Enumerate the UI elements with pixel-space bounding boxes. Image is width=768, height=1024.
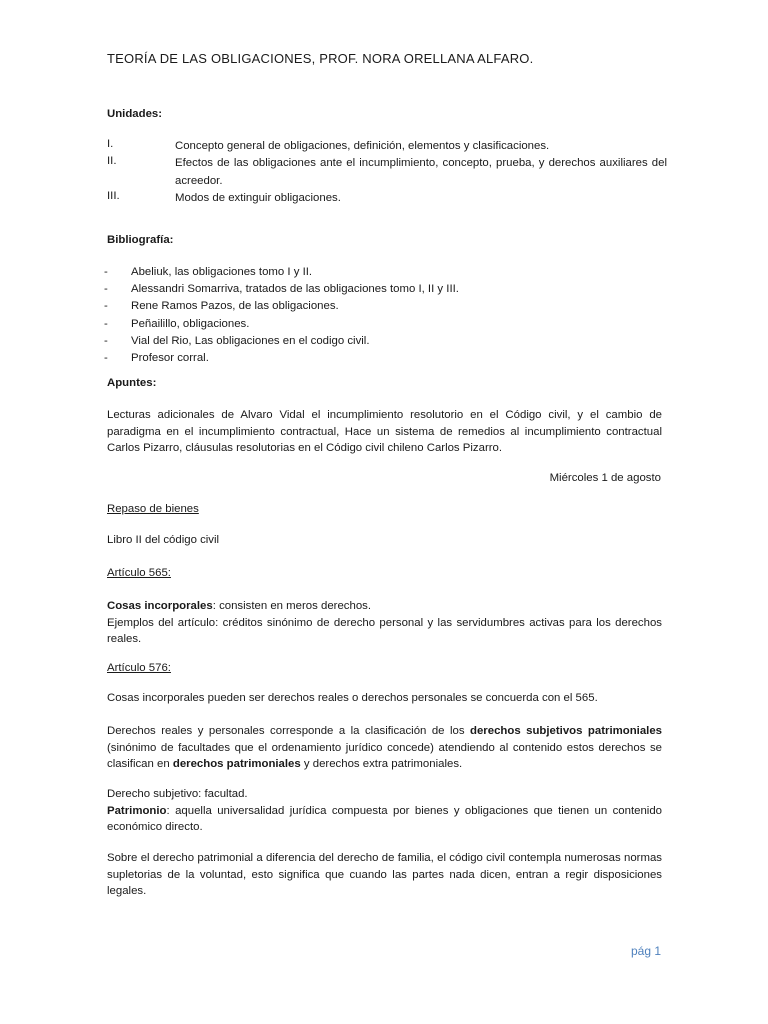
list-item [104,316,664,333]
unidad-number: III. [107,190,120,202]
bullet-dash: - [104,283,108,296]
term-cosas-incorporales: Cosas incorporales [107,600,213,612]
bold-term: derechos patrimoniales [172,758,301,770]
articulo-576-p5: Sobre el derecho patrimonial a diferencia del derecho de familia, el código civil contempla numerosas normas supletorias de la voluntad, esto significa que cuando las partes nada dicen, entran a regir disposiciones legales. [107,852,662,897]
list-item [104,333,664,350]
articulo-576-p1: Cosas incorporales pueden ser derechos reales o derechos personales se concuerda con el 565. [107,692,598,704]
list-item [104,298,664,315]
unidades-list [107,138,667,210]
derecho-subjetivo-line: Derecho subjetivo: facultad. [107,788,248,800]
apuntes-paragraph: Lecturas adicionales de Alvaro Vidal el incumplimiento resolutorio en el Código civil, y el cambio de paradigma en el incumplimiento contractual, Hace un sistema de remedios al incumplimiento contractual Carlos Pizarro, cláusulas resolutorias en el Código civil chileno Carlos Pizarro. [107,409,662,454]
bullet-dash: - [104,266,108,278]
libro-line: Libro II del código civil [107,534,220,546]
bullet-dash: - [104,334,108,347]
list-item [104,281,664,298]
list-item-text: Alessandri Somarriva, tratados de las obligaciones tomo I, II y III. [131,283,459,296]
bold-term: derechos subjetivos patrimoniales [470,725,662,737]
unidad-number: I. [107,138,114,150]
document-title: TEORÍA DE LAS OBLIGACIONES, PROF. NORA ORELLANA ALFARO. [107,51,534,66]
articulo-576-p2 [107,723,662,773]
text-span: (sinónimo de facultades que el ordenamiento jurídico concede) atendiendo al contenido estos derechos se clasifican en [107,741,662,770]
unidad-text: Concepto general de obligaciones, definición, elementos y clasificaciones. [175,140,550,152]
bullet-dash: - [104,351,108,364]
list-item-text: Abeliuk, las obligaciones tomo I y II. [131,266,313,278]
bibliografia-heading: Bibliografía: [107,234,174,246]
term-patrimonio: Patrimonio [107,804,167,817]
date-line: Miércoles 1 de agosto [549,472,661,484]
list-item-text: Peñailillo, obligaciones. [131,317,250,330]
term-definition: : aquella universalidad jurídica compuesta por bienes y obligaciones que tienen un contenido económico directo. [107,804,662,833]
articulo-565-body [107,598,662,648]
text-span: y derechos extra patrimoniales. [300,758,463,770]
list-item [104,264,664,281]
term-definition: : consisten en meros derechos. [212,600,372,612]
unidad-text: Efectos de las obligaciones ante el incumplimiento, concepto, prueba, y derechos auxiliares del acreedor. [175,157,667,187]
articulo-576-definitions [107,786,662,836]
text-span: Derechos reales y personales corresponde a la clasificación de los [107,725,471,737]
apuntes-heading: Apuntes: [107,377,157,389]
list-item [104,350,664,367]
bullet-dash: - [104,300,108,313]
repaso-heading: Repaso de bienes [107,503,199,515]
bibliografia-list [104,264,664,367]
articulo-565-example: Ejemplos del artículo: créditos sinónimo de derecho personal y las servidumbres activas para los derechos reales. [107,616,662,645]
unidad-number: II. [107,155,117,167]
list-item-text: Vial del Rio, Las obligaciones en el codigo civil. [131,334,370,347]
unidad-text: Modos de extinguir obligaciones. [175,192,341,204]
bullet-dash: - [104,317,108,330]
page-number: pág 1 [630,944,661,958]
unidades-heading: Unidades: [107,108,163,120]
list-item-text: Profesor corral. [131,351,209,364]
list-item-text: Rene Ramos Pazos, de las obligaciones. [131,300,339,313]
articulo-576-heading: Artículo 576: [107,662,171,674]
articulo-565-heading: Artículo 565: [107,567,171,579]
